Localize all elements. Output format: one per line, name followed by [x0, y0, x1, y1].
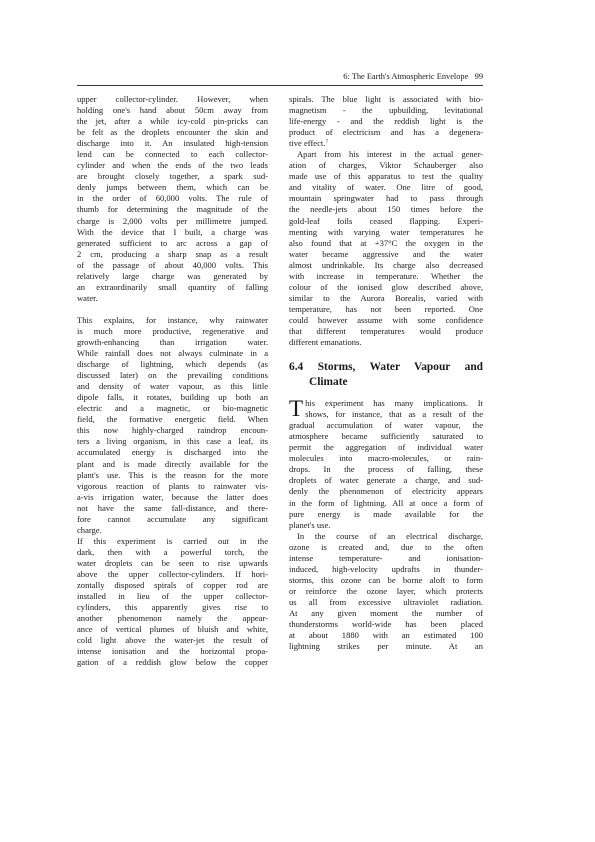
- text-line: While rainfall does not always culminate in a: [77, 348, 268, 359]
- footnote-reference: 7: [325, 139, 329, 146]
- right-paragraph-1-lines: [289, 94, 483, 138]
- running-header: [287, 72, 483, 81]
- text-line: upper collector-cylinder. However, when: [77, 94, 268, 104]
- text-line: tive effect.$^7$: [289, 138, 329, 149]
- text-line: are brought closely together, a spark sud-: [77, 171, 268, 182]
- text-line: molecules into macro-molecules, or rain-: [289, 453, 483, 464]
- right-paragraph-3-first-lines: [289, 398, 483, 420]
- text-line: similar to the Aurora Borealis, varied with: [289, 292, 483, 303]
- text-line: storms, this ozone can be borne aloft to form: [289, 574, 483, 585]
- text-line: With the device that I built, a charge was: [77, 226, 268, 237]
- text-line: charge.: [77, 524, 102, 535]
- running-title: 6: The Earth's Atmospheric Envelope: [343, 72, 469, 81]
- text-line: charge is 2,000 volts per millimetre jumped.: [77, 215, 268, 226]
- text-line: ance of vertical plumes of bluish and white,: [77, 624, 268, 635]
- text-line: At any given moment the number of: [289, 607, 483, 618]
- text-line: This explains, for instance, why rainwater: [77, 314, 268, 325]
- text-line: discussed later) on the prevailing conditions: [77, 370, 268, 381]
- text-line: another phenomenon namely the appear-: [77, 613, 268, 624]
- text-line: colour of the ionised glow described above,: [289, 281, 483, 292]
- text-line: permit the aggregation of individual water: [289, 442, 483, 453]
- text-line: cylinders, this apparently gives rise to: [77, 602, 268, 613]
- right-paragraph-1: [289, 94, 483, 149]
- text-line: an extraordinarily small quantity of falling: [77, 281, 268, 292]
- text-line: thumb for determining the magnitude of the: [77, 204, 268, 215]
- right-paragraph-4: [289, 531, 483, 653]
- text-line: gold-leaf foils ceased flapping. Experi-: [289, 215, 483, 226]
- text-line: a-vis irrigation water, because the latter does: [77, 491, 268, 502]
- text-line: product of electricism and has a degenera-: [289, 127, 483, 138]
- text-line: dark, then with a powerful torch, the: [77, 546, 268, 557]
- right-paragraph-3-rest: [289, 420, 483, 530]
- text-line: plant and is made directly available for the: [77, 458, 268, 469]
- text-line: plant's use. This is the reason for the more: [77, 469, 268, 480]
- paragraph-gap: [77, 304, 268, 315]
- text-line: induced, high-velocity updrafts in thunder-: [289, 563, 483, 574]
- text-line: of the passage of about 40,000 volts. This: [77, 259, 268, 270]
- text-line: installed in lieu of the upper collector-: [77, 591, 268, 602]
- text-line: electric and a magnetic, or bio-magnetic: [77, 403, 268, 414]
- text-line: and vitality of water. One litre of good,: [289, 182, 483, 193]
- text-line: gradual accumulation of water vapour, the: [289, 420, 483, 431]
- text-line: denly the phenomenon of electricity appears: [289, 486, 483, 497]
- text-line: the jet, after a while icy-cold pin-pricks can: [77, 116, 268, 127]
- text-line: shows, for instance, that as a result of the: [305, 409, 483, 420]
- left-paragraph-1: [77, 94, 268, 304]
- text-line: planet's use.: [289, 519, 331, 530]
- text-line: different emanations.: [289, 337, 362, 348]
- text-line: with increase in temperature. Whether the: [289, 270, 483, 281]
- text-line: discharge into it. An insulated high-tension: [77, 138, 268, 149]
- drop-cap: T: [289, 396, 304, 422]
- text-line: could however assume with some confidence: [289, 314, 483, 325]
- text-line: menting with varying water temperatures he: [289, 226, 483, 237]
- text-line: and density of water vapour, as this little: [77, 381, 268, 392]
- text-line: ters a living organism, in this case a leaf, its: [77, 436, 268, 447]
- text-line: in the form of lightning. All at once a form of: [289, 497, 483, 508]
- text-line: that different temperatures would produce: [289, 325, 483, 336]
- text-line: almost undrinkable. Its charge also decreased: [289, 259, 483, 270]
- text-line: lend can be connected to each collector-: [77, 149, 268, 160]
- text-line: cylinder and when the ends of the two leads: [77, 160, 268, 171]
- section-heading-line-2: Climate: [309, 375, 348, 388]
- text-line: pure energy is made available for the: [289, 508, 483, 519]
- text-line: growth-enhancing than irrigation water.: [77, 336, 268, 347]
- left-paragraph-2: [77, 315, 268, 536]
- text-line: us all from excessive ultraviolet radiation.: [289, 596, 483, 607]
- text-line: zontally disposed spirals of copper rod are: [77, 580, 268, 591]
- text-line: temperature, has not been reported. One: [289, 303, 483, 314]
- text-line: mountain springwater had to pass through: [289, 193, 483, 204]
- text-line: water.: [77, 292, 98, 303]
- text-line: gation of a reddish glow below the copper: [77, 657, 268, 668]
- text-line: drops. In the process of falling, these: [289, 464, 483, 475]
- text-line: his experiment has many implications. It: [305, 398, 483, 409]
- text-line: generated sufficient to arc across a gap of: [77, 237, 268, 248]
- text-line: the needle-jets about 150 times before the: [289, 204, 483, 215]
- text-line: fore cannot accumulate any significant: [77, 513, 268, 524]
- left-paragraph-3: [77, 536, 268, 669]
- text-line: relatively large charge was generated by: [77, 270, 268, 281]
- text-line: or reinforce the ozone layer, which protects: [289, 585, 483, 596]
- text-line: vigorous reaction of plants to rainwater vis-: [77, 480, 268, 491]
- text-line: not have the same fall-distance, and there-: [77, 502, 268, 513]
- text-line: discharge of lightning, which depends (as: [77, 359, 268, 370]
- text-line: droplets of water generate a charge, and sud-: [289, 475, 483, 486]
- text-line: holding one's hand about 50cm away from: [77, 105, 268, 116]
- text-line: magnetism - the upbuilding, levitational: [289, 105, 483, 116]
- text-line: in the order of 60,000 volts. The rule of: [77, 193, 268, 204]
- right-paragraph-2: [289, 149, 483, 348]
- text-line: lightning strikes per minute. At an: [289, 641, 483, 652]
- text-line: above the upper collector-cylinders. If hori-: [77, 568, 268, 579]
- text-line: is much more productive, regenerative and: [77, 325, 268, 336]
- text-line: If this experiment is carried out in the: [77, 535, 268, 546]
- text-line: accumulated energy is discharged into the: [77, 447, 268, 458]
- section-heading-line-1: 6.4 Storms, Water Vapour and: [289, 361, 483, 374]
- text-line: field, the formative energetic field. When: [77, 414, 268, 425]
- text-line: ation of charges, Viktor Schauberger also: [289, 160, 483, 171]
- heading-gap: [289, 389, 483, 398]
- page-number: 99: [474, 72, 483, 81]
- text-line: be felt as the droplets encounter the skin and: [77, 127, 268, 138]
- text-line: life-energy - and the reddish light is the: [289, 116, 483, 127]
- text-line: thunderstorms world-wide has been placed: [289, 619, 483, 630]
- text-line: cold light above the water-jet the result of: [77, 635, 268, 646]
- text-line: atmosphere became sufficiently saturated to: [289, 431, 483, 442]
- text-line: Apart from his interest in the actual gener-: [297, 149, 483, 160]
- text-line: intense ionisation and the horizontal propa-: [77, 646, 268, 657]
- right-column: [289, 94, 483, 652]
- left-column: [77, 94, 268, 668]
- text-line: ozone is created and, due to the often: [289, 541, 483, 552]
- text-line: denly jumps between them, which can be: [77, 182, 268, 193]
- text-line: also found that at +37°C the oxygen in the: [289, 237, 483, 248]
- section-gap: [289, 348, 483, 360]
- section-heading: [289, 360, 483, 389]
- right-paragraph-3: [289, 398, 483, 531]
- text-line: intense temperature- and ionisation-: [289, 552, 483, 563]
- text-line: 2 cm, producing a sharp snap as a result: [77, 248, 268, 259]
- text-line: spirals. The blue light is associated with bio-: [289, 94, 483, 104]
- text-line: this now highly-charged raindrop encoun-: [77, 425, 268, 436]
- text-line: water droplets can be seen to rise upwards: [77, 557, 268, 568]
- text-line: dipole falls, it rotates, building up both an: [77, 392, 268, 403]
- header-rule: [77, 85, 483, 86]
- text-line: made use of this apparatus to test the quality: [289, 171, 483, 182]
- text-line: water became aggressive and the water: [289, 248, 483, 259]
- text-line: at about 1880 with an estimated 100: [289, 630, 483, 641]
- text-line: In the course of an electrical discharge,: [297, 530, 483, 541]
